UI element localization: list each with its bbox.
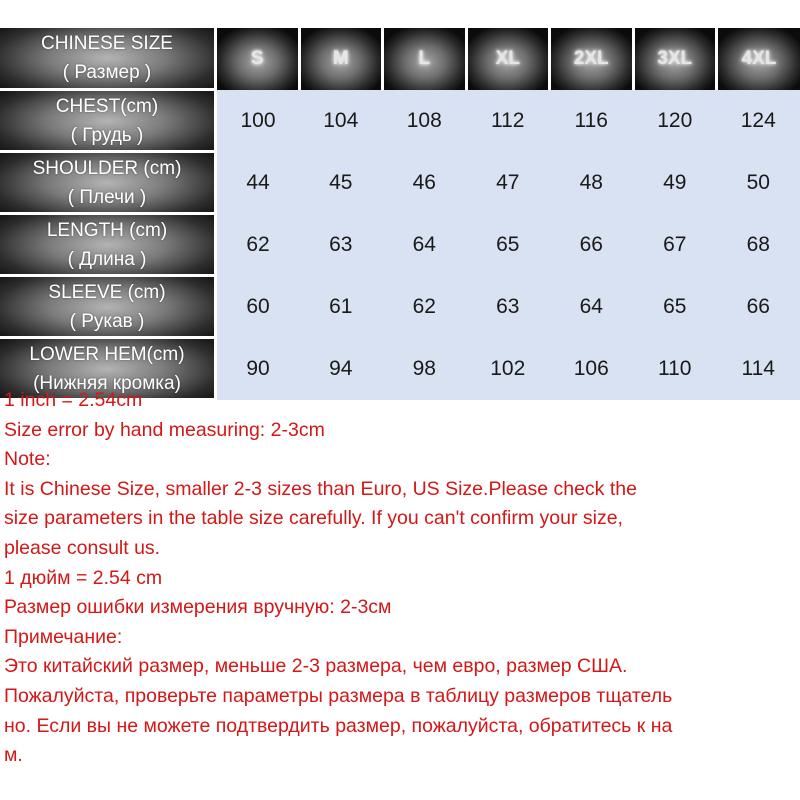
chinese-size-header-cell bbox=[0, 28, 216, 90]
table-row-sleeve bbox=[0, 276, 800, 338]
table-cell: 65 bbox=[466, 214, 550, 276]
table-cell: 66 bbox=[550, 214, 634, 276]
row-label-en: LOWER HEM(cm) bbox=[29, 343, 185, 365]
row-label-sleeve bbox=[0, 276, 216, 338]
note-body-ru-line: Это китайский размер, меньше 2-3 размера, чем евро, размер США. bbox=[4, 655, 628, 678]
row-label-length bbox=[0, 214, 216, 276]
table-cell: 67 bbox=[633, 214, 717, 276]
size-chart-table bbox=[0, 28, 800, 401]
table-cell: 102 bbox=[466, 338, 550, 400]
table-cell: 98 bbox=[383, 338, 467, 400]
size-header-row bbox=[0, 28, 800, 90]
table-cell: 44 bbox=[216, 152, 300, 214]
note-heading-en: Note: bbox=[4, 448, 51, 471]
table-cell: 116 bbox=[550, 90, 634, 152]
table-cell: 50 bbox=[717, 152, 800, 214]
row-label-ru: ( Грудь ) bbox=[70, 124, 144, 146]
note-measuring-error-en: Size error by hand measuring: 2-3cm bbox=[4, 418, 325, 441]
size-header-m: M bbox=[299, 28, 383, 90]
table-cell: 108 bbox=[383, 90, 467, 152]
row-label-ru: ( Плечи ) bbox=[67, 186, 147, 208]
size-header-xl: XL bbox=[466, 28, 550, 90]
row-label-shoulder bbox=[0, 152, 216, 214]
size-header-2xl: 2XL bbox=[550, 28, 634, 90]
row-label-en: SLEEVE (cm) bbox=[48, 281, 166, 303]
table-cell: 90 bbox=[216, 338, 300, 400]
table-cell: 63 bbox=[466, 276, 550, 338]
size-header-l: L bbox=[383, 28, 467, 90]
row-label-en: CHEST(cm) bbox=[55, 95, 159, 117]
table-row-shoulder bbox=[0, 152, 800, 214]
table-row-length bbox=[0, 214, 800, 276]
table-cell: 62 bbox=[383, 276, 467, 338]
chinese-size-label-en: CHINESE SIZE bbox=[41, 33, 173, 54]
table-cell: 68 bbox=[717, 214, 800, 276]
table-cell: 124 bbox=[717, 90, 800, 152]
row-label-ru: ( Длина ) bbox=[67, 248, 147, 270]
table-cell: 60 bbox=[216, 276, 300, 338]
note-inch-conversion-ru: 1 дюйм = 2.54 cm bbox=[4, 566, 163, 589]
table-cell: 64 bbox=[550, 276, 634, 338]
row-label-ru: (Нижняя кромка) bbox=[33, 372, 181, 394]
table-row-chest bbox=[0, 90, 800, 152]
note-body-ru-line: Пожалуйста, проверьте параметры размера в таблицу размеров тщатель bbox=[4, 684, 673, 707]
table-cell: 120 bbox=[633, 90, 717, 152]
table-cell: 110 bbox=[633, 338, 717, 400]
note-body-en-line: please consult us. bbox=[4, 536, 161, 559]
table-cell: 112 bbox=[466, 90, 550, 152]
table-cell: 63 bbox=[299, 214, 383, 276]
note-body-ru-line: но. Если вы не можете подтвердить размер, пожалуйста, обратитесь к на bbox=[4, 714, 673, 737]
table-cell: 114 bbox=[717, 338, 800, 400]
size-header-3xl: 3XL bbox=[633, 28, 717, 90]
size-header-s: S bbox=[216, 28, 300, 90]
note-body-en-line: size parameters in the table size carefully. If you can't confirm your size, bbox=[4, 507, 623, 530]
table-cell: 47 bbox=[466, 152, 550, 214]
size-notes bbox=[4, 386, 796, 771]
table-cell: 48 bbox=[550, 152, 634, 214]
table-cell: 62 bbox=[216, 214, 300, 276]
row-label-chest bbox=[0, 90, 216, 152]
row-label-en: SHOULDER (cm) bbox=[32, 157, 182, 179]
note-measuring-error-ru: Размер ошибки измерения вручную: 2-3см bbox=[4, 596, 392, 619]
table-cell: 61 bbox=[299, 276, 383, 338]
table-cell: 66 bbox=[717, 276, 800, 338]
note-body-ru-line: м. bbox=[4, 744, 23, 767]
table-cell: 106 bbox=[550, 338, 634, 400]
table-cell: 45 bbox=[299, 152, 383, 214]
note-inch-conversion-en: 1 inch = 2.54cm bbox=[4, 389, 143, 411]
table-cell: 100 bbox=[216, 90, 300, 152]
table-cell: 104 bbox=[299, 90, 383, 152]
table-cell: 64 bbox=[383, 214, 467, 276]
note-body-en-line: It is Chinese Size, smaller 2-3 sizes than Euro, US Size.Please check the bbox=[4, 477, 637, 500]
table-cell: 94 bbox=[299, 338, 383, 400]
size-header-4xl: 4XL bbox=[717, 28, 800, 90]
table-cell: 49 bbox=[633, 152, 717, 214]
table-cell: 65 bbox=[633, 276, 717, 338]
note-heading-ru: Примечание: bbox=[4, 625, 123, 648]
table-cell: 46 bbox=[383, 152, 467, 214]
chinese-size-label-ru: ( Размер ) bbox=[62, 62, 152, 83]
row-label-en: LENGTH (cm) bbox=[46, 219, 168, 241]
row-label-ru: ( Рукав ) bbox=[69, 310, 145, 332]
